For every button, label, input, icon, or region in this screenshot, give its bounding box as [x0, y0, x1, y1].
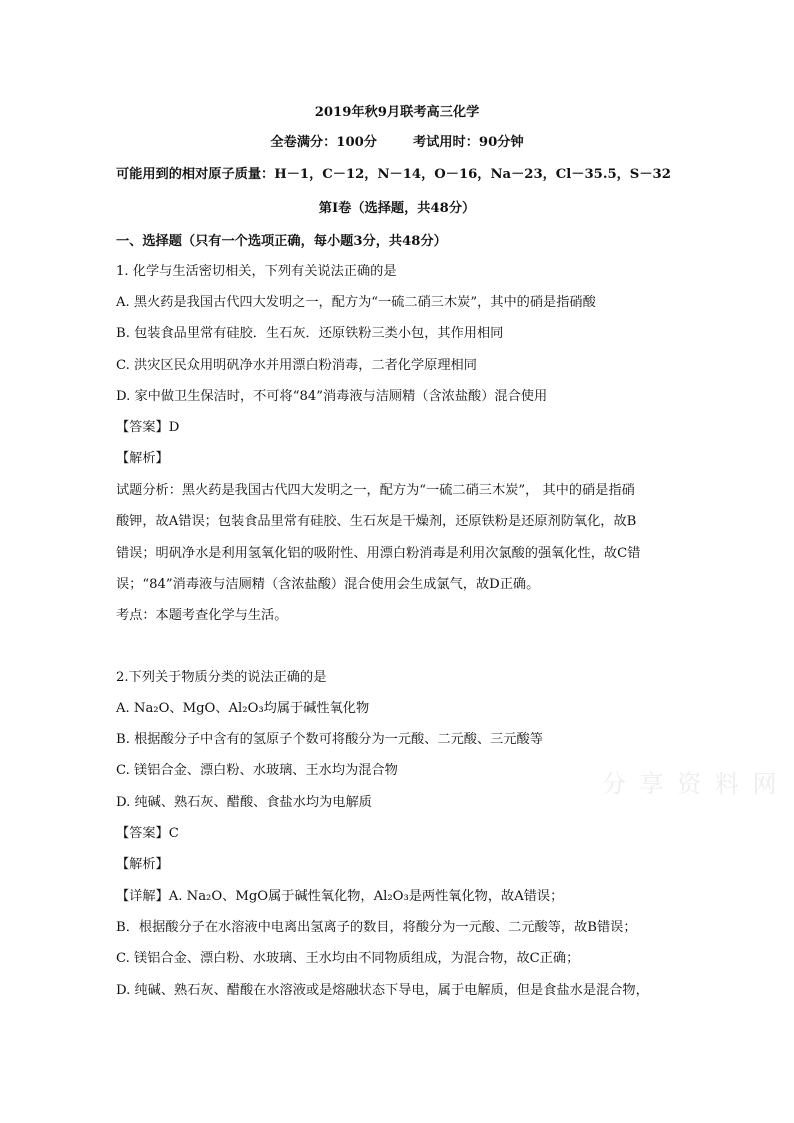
q1-analysis-line-3: 错误；明矾净水是利用氢氧化铝的吸附性、用漂白粉消毒是利用次氯酸的强氧化性，故C错 — [116, 546, 641, 561]
q2-analysis-line-3: C. 镁铝合金、漂白粉、水玻璃、王水均由不同物质组成，为混合物，故C正确； — [116, 951, 580, 966]
watermark: 分 享 资 料 网 — [602, 770, 780, 798]
q2-analysis-label: 【解析】 — [116, 857, 169, 872]
q1-stem: 1. 化学与生活密切相关，下列有关说法正确的是 — [116, 264, 397, 279]
exam-info — [0, 134, 794, 152]
volume-title: 第Ⅰ卷（选择题，共48分） — [318, 201, 476, 216]
q1-analysis-line-1: 试题分析：黑火药是我国古代四大发明之一，配方为“一硫二硝三木炭”， 其中的硝是指硝 — [116, 483, 635, 498]
exam-title: 2019年秋9月联考高三化学 — [314, 105, 480, 120]
full-score-label: 全卷满分：100分 — [270, 135, 377, 150]
q1-answer: 【答案】D — [116, 420, 180, 435]
q1-option-b: B. 包装食品里常有硅胶．生石灰．还原铁粉三类小包，其作用相同 — [116, 326, 504, 341]
q2-option-d: D. 纯碱、熟石灰、醋酸、食盐水均为电解质 — [116, 795, 372, 810]
atomic-masses: 可能用到的相对原子质量：H－1，C－12，N－14，O－16，Na－23，Cl－35.5，S－32 — [116, 167, 671, 182]
q2-option-a: A. Na₂O、MgO、Al₂O₃均属于碱性氧化物 — [116, 701, 370, 716]
q1-option-d: D. 家中做卫生保洁时，不可将“84”消毒液与洁厕精（含浓盐酸）混合使用 — [116, 389, 548, 404]
q2-analysis-line-1: 【详解】A. Na₂O、MgO属于碱性氧化物，Al₂O₃是两性氧化物，故A错误； — [116, 889, 564, 904]
q2-option-c: C. 镁铝合金、漂白粉、水玻璃、王水均为混合物 — [116, 763, 398, 778]
section-title: 一、选择题（只有一个选项正确，每小题3分，共48分） — [116, 234, 447, 249]
q2-analysis-line-4: D. 纯碱、熟石灰、醋酸在水溶液或是熔融状态下导电，属于电解质，但是食盐水是混合物， — [116, 983, 649, 998]
q1-analysis-line-2: 酸钾，故A错误；包装食品里常有硅胶、生石灰是干燥剂，还原铁粉是还原剂防氧化，故B — [116, 514, 637, 529]
q1-analysis-line-4: 误；“84”消毒液与洁厕精（含浓盐酸）混合使用会生成氯气，故D正确。 — [116, 577, 540, 592]
q2-stem: 2.下列关于物质分类的说法正确的是 — [116, 670, 327, 685]
q1-option-c: C. 洪灾区民众用明矾净水并用漂白粉消毒，二者化学原理相同 — [116, 358, 477, 373]
q1-option-a: A. 黑火药是我国古代四大发明之一，配方为“一硫二硝三木炭”，其中的硝是指硝酸 — [116, 295, 596, 310]
q1-key-point: 考点：本题考查化学与生活。 — [116, 608, 288, 623]
q2-answer: 【答案】C — [116, 826, 179, 841]
q2-analysis-line-2: B．根据酸分子在水溶液中电离出氢离子的数目，将酸分为一元酸、二元酸等，故B错误； — [116, 920, 637, 935]
exam-time-label: 考试用时：90分钟 — [412, 135, 524, 150]
q2-option-b: B. 根据酸分子中含有的氢原子个数可将酸分为一元酸、二元酸、三元酸等 — [116, 732, 543, 747]
q1-analysis-label: 【解析】 — [116, 451, 169, 466]
